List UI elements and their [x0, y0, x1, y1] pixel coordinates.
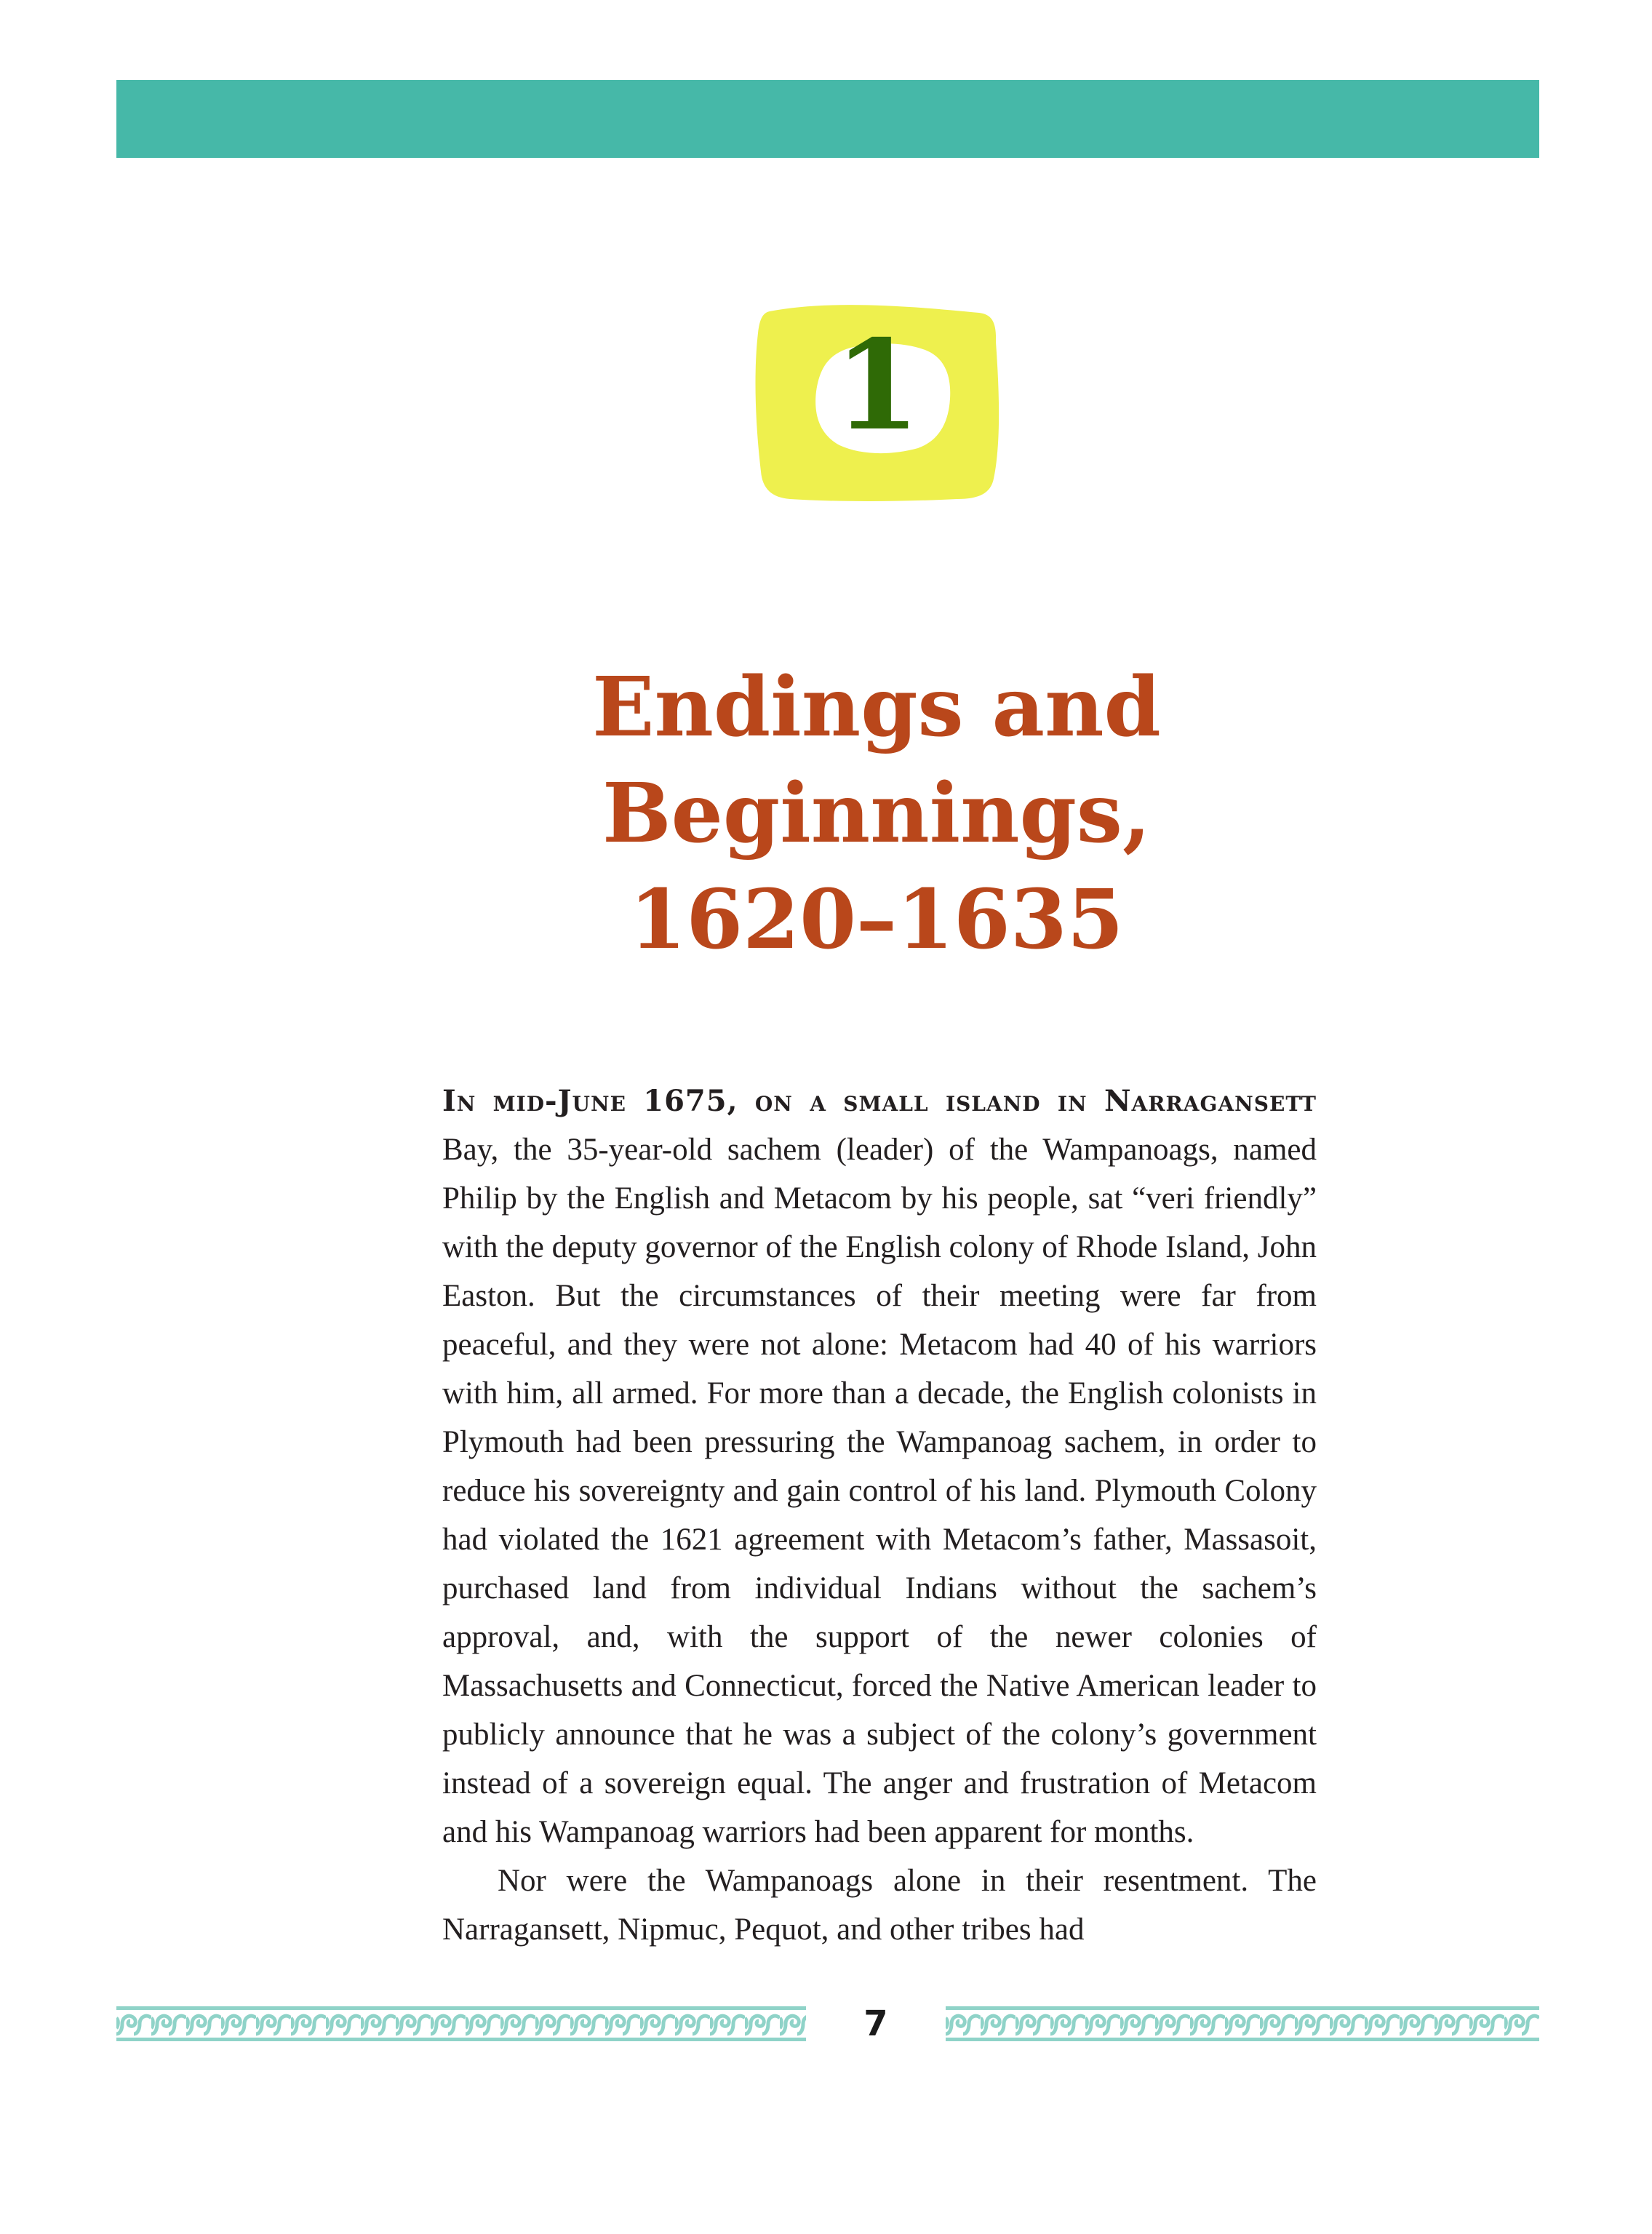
chapter-badge: [754, 298, 1001, 502]
chapter-number: 1: [834, 313, 921, 458]
footer-pattern-right: [946, 2006, 1539, 2041]
chapter-title-line: 1620–1635: [629, 872, 1124, 968]
header-color-bar: [116, 80, 1539, 158]
chapter-title: [509, 655, 1244, 973]
footer-pattern-left: [116, 2006, 806, 2041]
body-text: [442, 1077, 1317, 1954]
lead-in: In mid-June 1675, on a small island in Narragansett: [442, 1084, 1317, 1118]
page-number: 7: [863, 2003, 888, 2044]
paragraph: [442, 1077, 1317, 1856]
paragraph-text: Bay, the 35-year-old sachem (leader) of the Wampanoags, named Philip by the English and Metacom by his people, sat “veri friendly” with the deputy governor of the English colony of Rhode Island, John Easton. But the circumstances of their meeting were far from peaceful, and they were not alone: Metacom had 40 of his warriors with him, all armed. For more than a decade, the English colonists in Plymouth had been pressuring the Wampanoag sachem, in order to reduce his sovereignty and gain control of his land. Plymouth Colony had violated the 1621 agreement with Metacom’s father, Massasoit, purchased land from individual Indians without the sachem’s approval, and, with the support of the newer colonies of Massachusetts and Connecticut, forced the Native American leader to publicly announce that he was a subject of the colony’s government instead of a sovereign equal. The anger and frustration of Metacom and his Wampanoag warriors had been apparent for months.: [442, 1133, 1317, 1849]
paragraph: Nor were the Wampanoags alone in their resentment. The Narragansett, Nipmuc, Pequot, and other tribes had: [442, 1864, 1317, 1947]
chapter-title-line: Beginnings,: [602, 766, 1151, 861]
chapter-title-line: Endings and: [592, 660, 1161, 755]
